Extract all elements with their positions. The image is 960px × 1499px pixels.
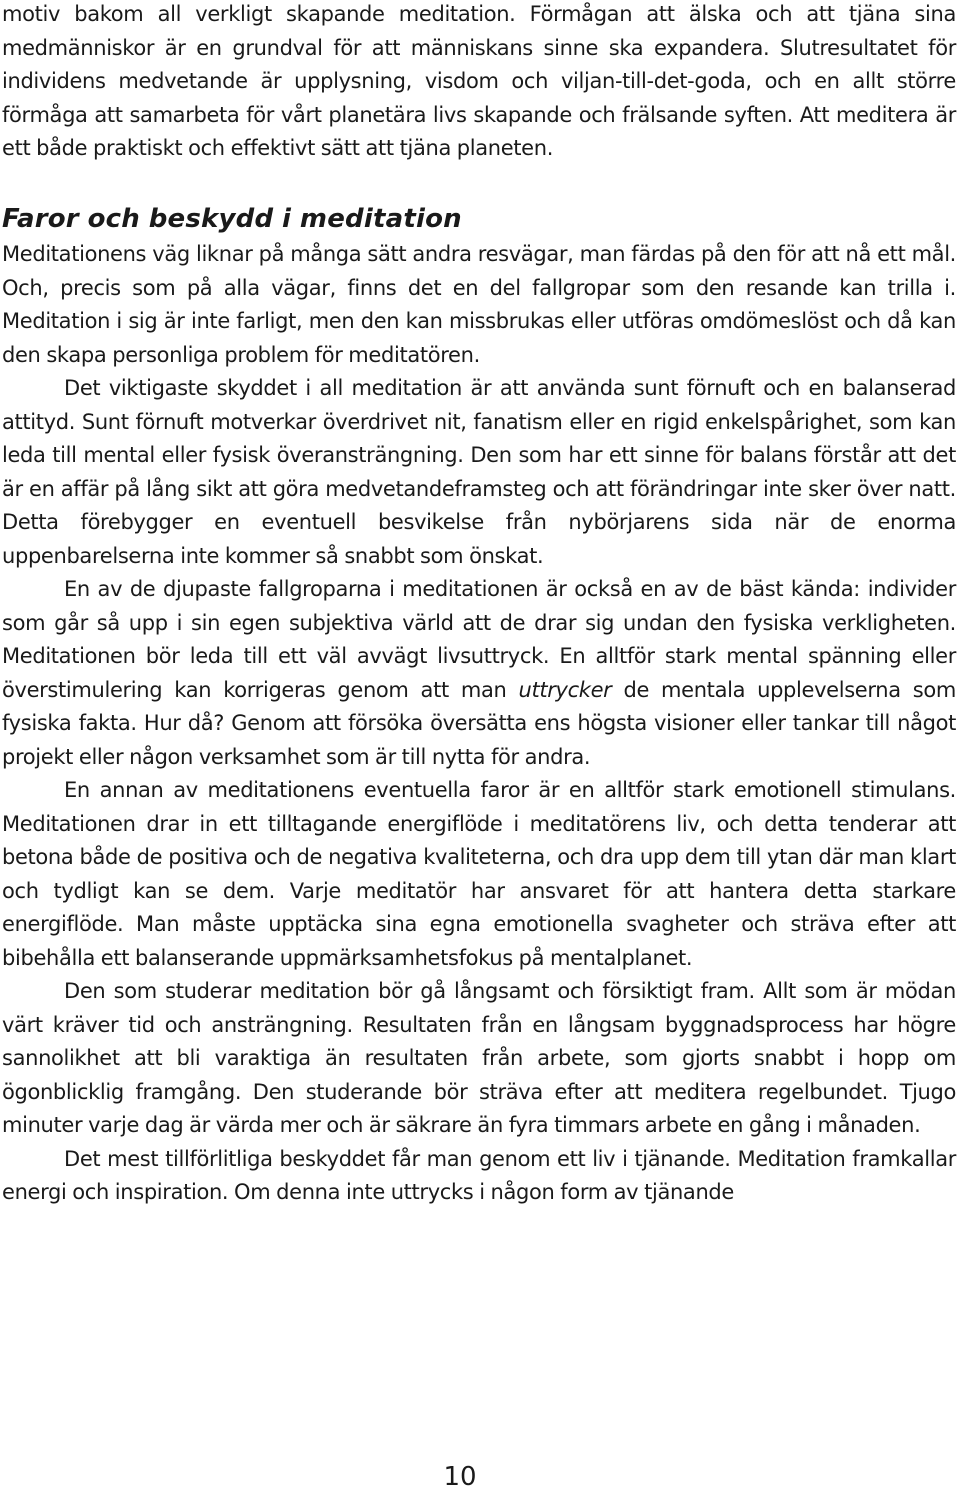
intro-paragraph: motiv bakom all verkligt skapande meditation. Förmågan att älska och att tjäna sina medmänniskor är en grundval för att människans sinne ska expandera. Slutresultatet för individens medvetande är upplysning, visdom och viljan-till-det-goda, och en allt större förmåga att samarbeta för vårt planetära livs skapande och frälsande syften. Att meditera är ett både praktiskt och effektivt sätt att tjäna planeten.	[2, 2, 956, 160]
intro-block	[2, 0, 956, 166]
body-paragraph-1: Meditationens väg liknar på många sätt andra resvägar, man färdas på den för att nå ett mål. Och, precis som på alla vägar, finns det en del fallgropar som den resande kan trilla i. Meditation i sig är inte farligt, men den kan missbrukas eller utföras omdömeslöst och då kan den skapa personliga problem för meditatören.	[2, 242, 956, 367]
body-paragraph-5: Den som studerar meditation bör gå långsamt och försiktigt fram. Allt som är mödan värt kräver tid och ansträngning. Resultaten från en långsam byggnadsprocess har högre sannolikhet att bli varaktiga än resultaten från arbete, som gjorts snabbt i hopp om ögonblicklig framgång. Den studerande bör sträva efter att meditera regelbundet. Tjugo minuter varje dag är värda mer och är säkrare än fyra timmars arbete en gång i månaden.	[2, 979, 956, 1137]
section-faror-och-beskydd	[2, 201, 956, 1210]
emphasized-word: uttrycker	[518, 677, 612, 702]
page-number: 10	[443, 1462, 477, 1492]
body-paragraph-4: En annan av meditationens eventuella faror är en alltför stark emotionell stimulans. Meditationen drar in ett tilltagande energiflöde i meditatörens liv, och detta tenderar att betona både de positiva och de negativa kvaliteterna, och dra upp dem till ytan där man klart och tydligt kan se dem. Varje meditatör har ansvaret för att hantera detta starkare energiflöde. Man måste upptäcka sina egna emotionella svagheter och sträva efter att bibehålla ett balanserande uppmärksamhetsfokus på mentalplanet.	[2, 778, 956, 970]
paragraph-3-text-end: de mentala upplevelserna som fysiska fakta. Hur då? Genom att försöka översätta ens högsta visioner eller tankar till något projekt eller någon verksamhet som är till nytta för andra.	[2, 677, 956, 769]
section-heading: Faror och beskydd i meditation	[2, 204, 462, 234]
paragraph-3-text-start: En av de djupaste fallgroparna i meditationen är också en av de bäst kända: individer som går så upp i sin egen subjektiva värld att de drar sig undan den fysiska verkligheten. Meditationen bör leda till ett väl avvägt livsuttryck. En alltför stark mental spänning eller överstimulering kan korrigeras genom att man	[2, 577, 956, 702]
body-paragraph-2: Det viktigaste skyddet i all meditation är att använda sunt förnuft och en balanserad attityd. Sunt förnuft motverkar överdrivet nit, fanatism eller en rigid enkelspårighet, som kan leda till mental eller fysisk överansträngning. Den som har ett sinne för balans förstår att det är en affär på lång sikt att göra medvetandeframsteg och att förändringar inte sker över natt. Detta förebygger en eventuell besvikelse från nybörjarens sida när de enorma uppenbarelserna inte kommer så snabbt som önskat.	[2, 376, 956, 568]
body-paragraph-6: Det mest tillförlitliga beskyddet får man genom ett liv i tjänande. Meditation framkallar energi och inspiration. Om denna inte uttrycks i någon form av tjänande	[2, 1146, 956, 1204]
body-paragraph-3	[2, 573, 956, 774]
